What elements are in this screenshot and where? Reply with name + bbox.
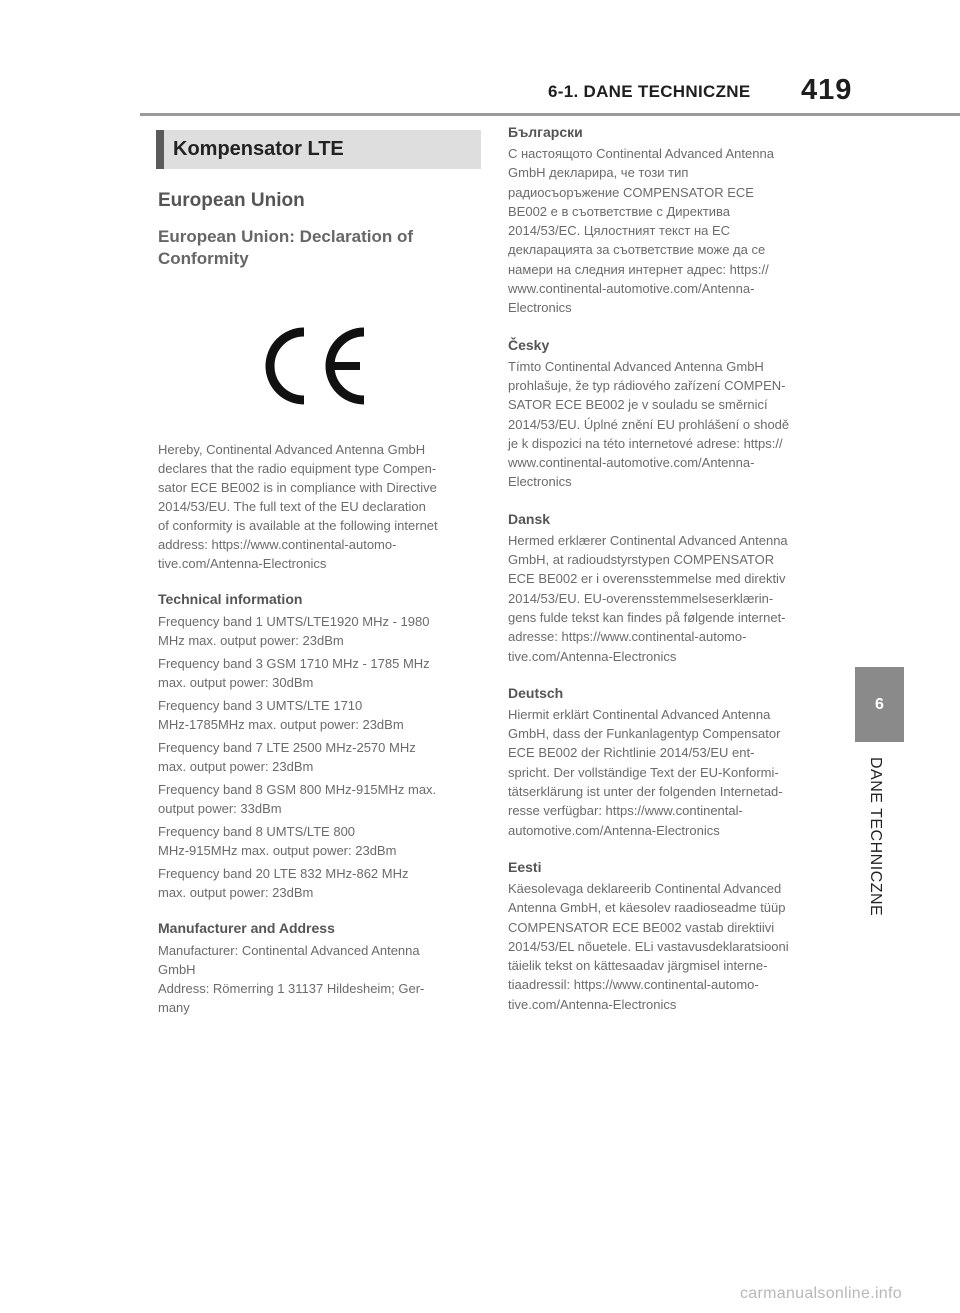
section-title: Kompensator LTE — [156, 130, 481, 169]
frequency-band-item: Frequency band 8 UMTS/LTE 800 MHz-915MHz max. output power: 23dBm — [158, 824, 397, 858]
header-divider — [140, 113, 960, 116]
manufacturer-section — [156, 920, 481, 1017]
frequency-band-item: Frequency band 3 GSM 1710 MHz - 1785 MHz max. output power: 30dBm — [158, 656, 430, 690]
chapter-tab[interactable]: 6 — [855, 667, 904, 742]
frequency-band-item: Frequency band 7 LTE 2500 MHz-2570 MHz max. output power: 23dBm — [158, 740, 416, 774]
language-block — [508, 685, 828, 840]
frequency-band-item: Frequency band 3 UMTS/LTE 1710 MHz-1785MHz max. output power: 23dBm — [158, 698, 404, 732]
manufacturer-heading: Manufacturer and Address — [158, 920, 335, 936]
frequency-band-item: Frequency band 8 GSM 800 MHz-915MHz max. output power: 33dBm — [158, 782, 437, 816]
manufacturer-text: Manufacturer: Continental Advanced Antenna GmbH Address: Römerring 1 31137 Hildesheim; Ger- many — [158, 943, 425, 1015]
page-number: 419 — [801, 74, 853, 106]
language-block — [508, 337, 828, 492]
left-column — [156, 125, 481, 1021]
language-text: Tímto Continental Advanced Antenna GmbH prohlašuje, že typ rádiového zařízení COMPEN- SATOR ECE BE002 je v souladu se směrnicí 2014/53/EU. Úplné znění EU prohlášení o shodě je k dispozici na této internetové adrese: https:// www.continental-automotive.com/Antenna- Electronics — [508, 358, 790, 490]
declaration-text: Hereby, Continental Advanced Antenna GmbH declares that the radio equipment type Compen- sator ECE BE002 is in compliance with Directive 2014/53/EU. The full text of the EU declaration of conformity is available at the following internet address: https://www.continental-automo- tive.com/Antenna-Electronics — [158, 442, 438, 571]
chapter-title: 6-1. DANE TECHNICZNE — [548, 82, 751, 101]
language-text: Käesolevaga deklareerib Continental Advanced Antenna GmbH, et käesolev raadioseadme tüüp COMPENSATOR ECE BE002 vastab direktiivi 2014/53/EL nõuetele. ELi vastavusdeklaratsiooni täielik tekst on kättesaadav järgmisel interne- tiaadressil: https://www.continental-automo- tive.com/Antenna-Electronics — [508, 880, 789, 1012]
language-text: Hiermit erklärt Continental Advanced Antenna GmbH, dass der Funkanlagentyp Compensator ECE BE002 der Richtlinie 2014/53/EU ent- spricht. Der vollständige Text der EU-Konformi- tätserklärung ist unter der folgenden Internetad- resse verfügbar: https://www.continental- automotive.com/Antenna-Electronics — [508, 706, 783, 838]
watermark: carmanualsonline.info — [740, 1285, 902, 1302]
language-text: Hermed erklærer Continental Advanced Antenna GmbH, at radioudstyrstypen COMPENSATOR ECE BE002 er i overensstemmelse med direktiv 2014/53/EU. EU-overensstemmelseserklærin- gens fulde tekst kan findes på følgende internet- adresse: https://www.continental-automo- tive.com/Antenna-Electronics — [508, 532, 788, 664]
right-column — [508, 124, 828, 1033]
language-heading: Deutsch — [508, 684, 564, 701]
language-heading: Česky — [508, 336, 550, 353]
language-heading: Dansk — [508, 510, 551, 527]
ce-mark-icon — [258, 326, 370, 406]
language-heading: Български — [508, 124, 583, 140]
language-block — [508, 511, 828, 666]
region-heading: European Union — [158, 190, 305, 211]
frequency-band-item: Frequency band 1 UMTS/LTE1920 MHz - 1980 MHz max. output power: 23dBm — [158, 614, 430, 648]
declaration-heading: European Union: Declaration of Conformity — [158, 227, 414, 268]
frequency-band-item: Frequency band 20 LTE 832 MHz-862 MHz max. output power: 23dBm — [158, 866, 409, 900]
language-heading: Eesti — [508, 858, 542, 875]
technical-heading: Technical information — [158, 591, 303, 607]
technical-information — [156, 591, 481, 902]
language-block — [508, 124, 828, 318]
chapter-tab-label: DANE TECHNICZNE — [867, 757, 884, 917]
language-text: С настоящото Continental Advanced Antenna GmbH декларира, че този тип радиосъоръжение COMPENSATOR ECE BE002 е в съответствие с Директива 2014/53/ЕС. Цялостният текст на ЕС декларацията за съответствие може да се намери на следния интернет адрес: https:// www.continental-automotive.com/Antenna- Electronics — [508, 146, 774, 316]
language-block — [508, 859, 828, 1014]
